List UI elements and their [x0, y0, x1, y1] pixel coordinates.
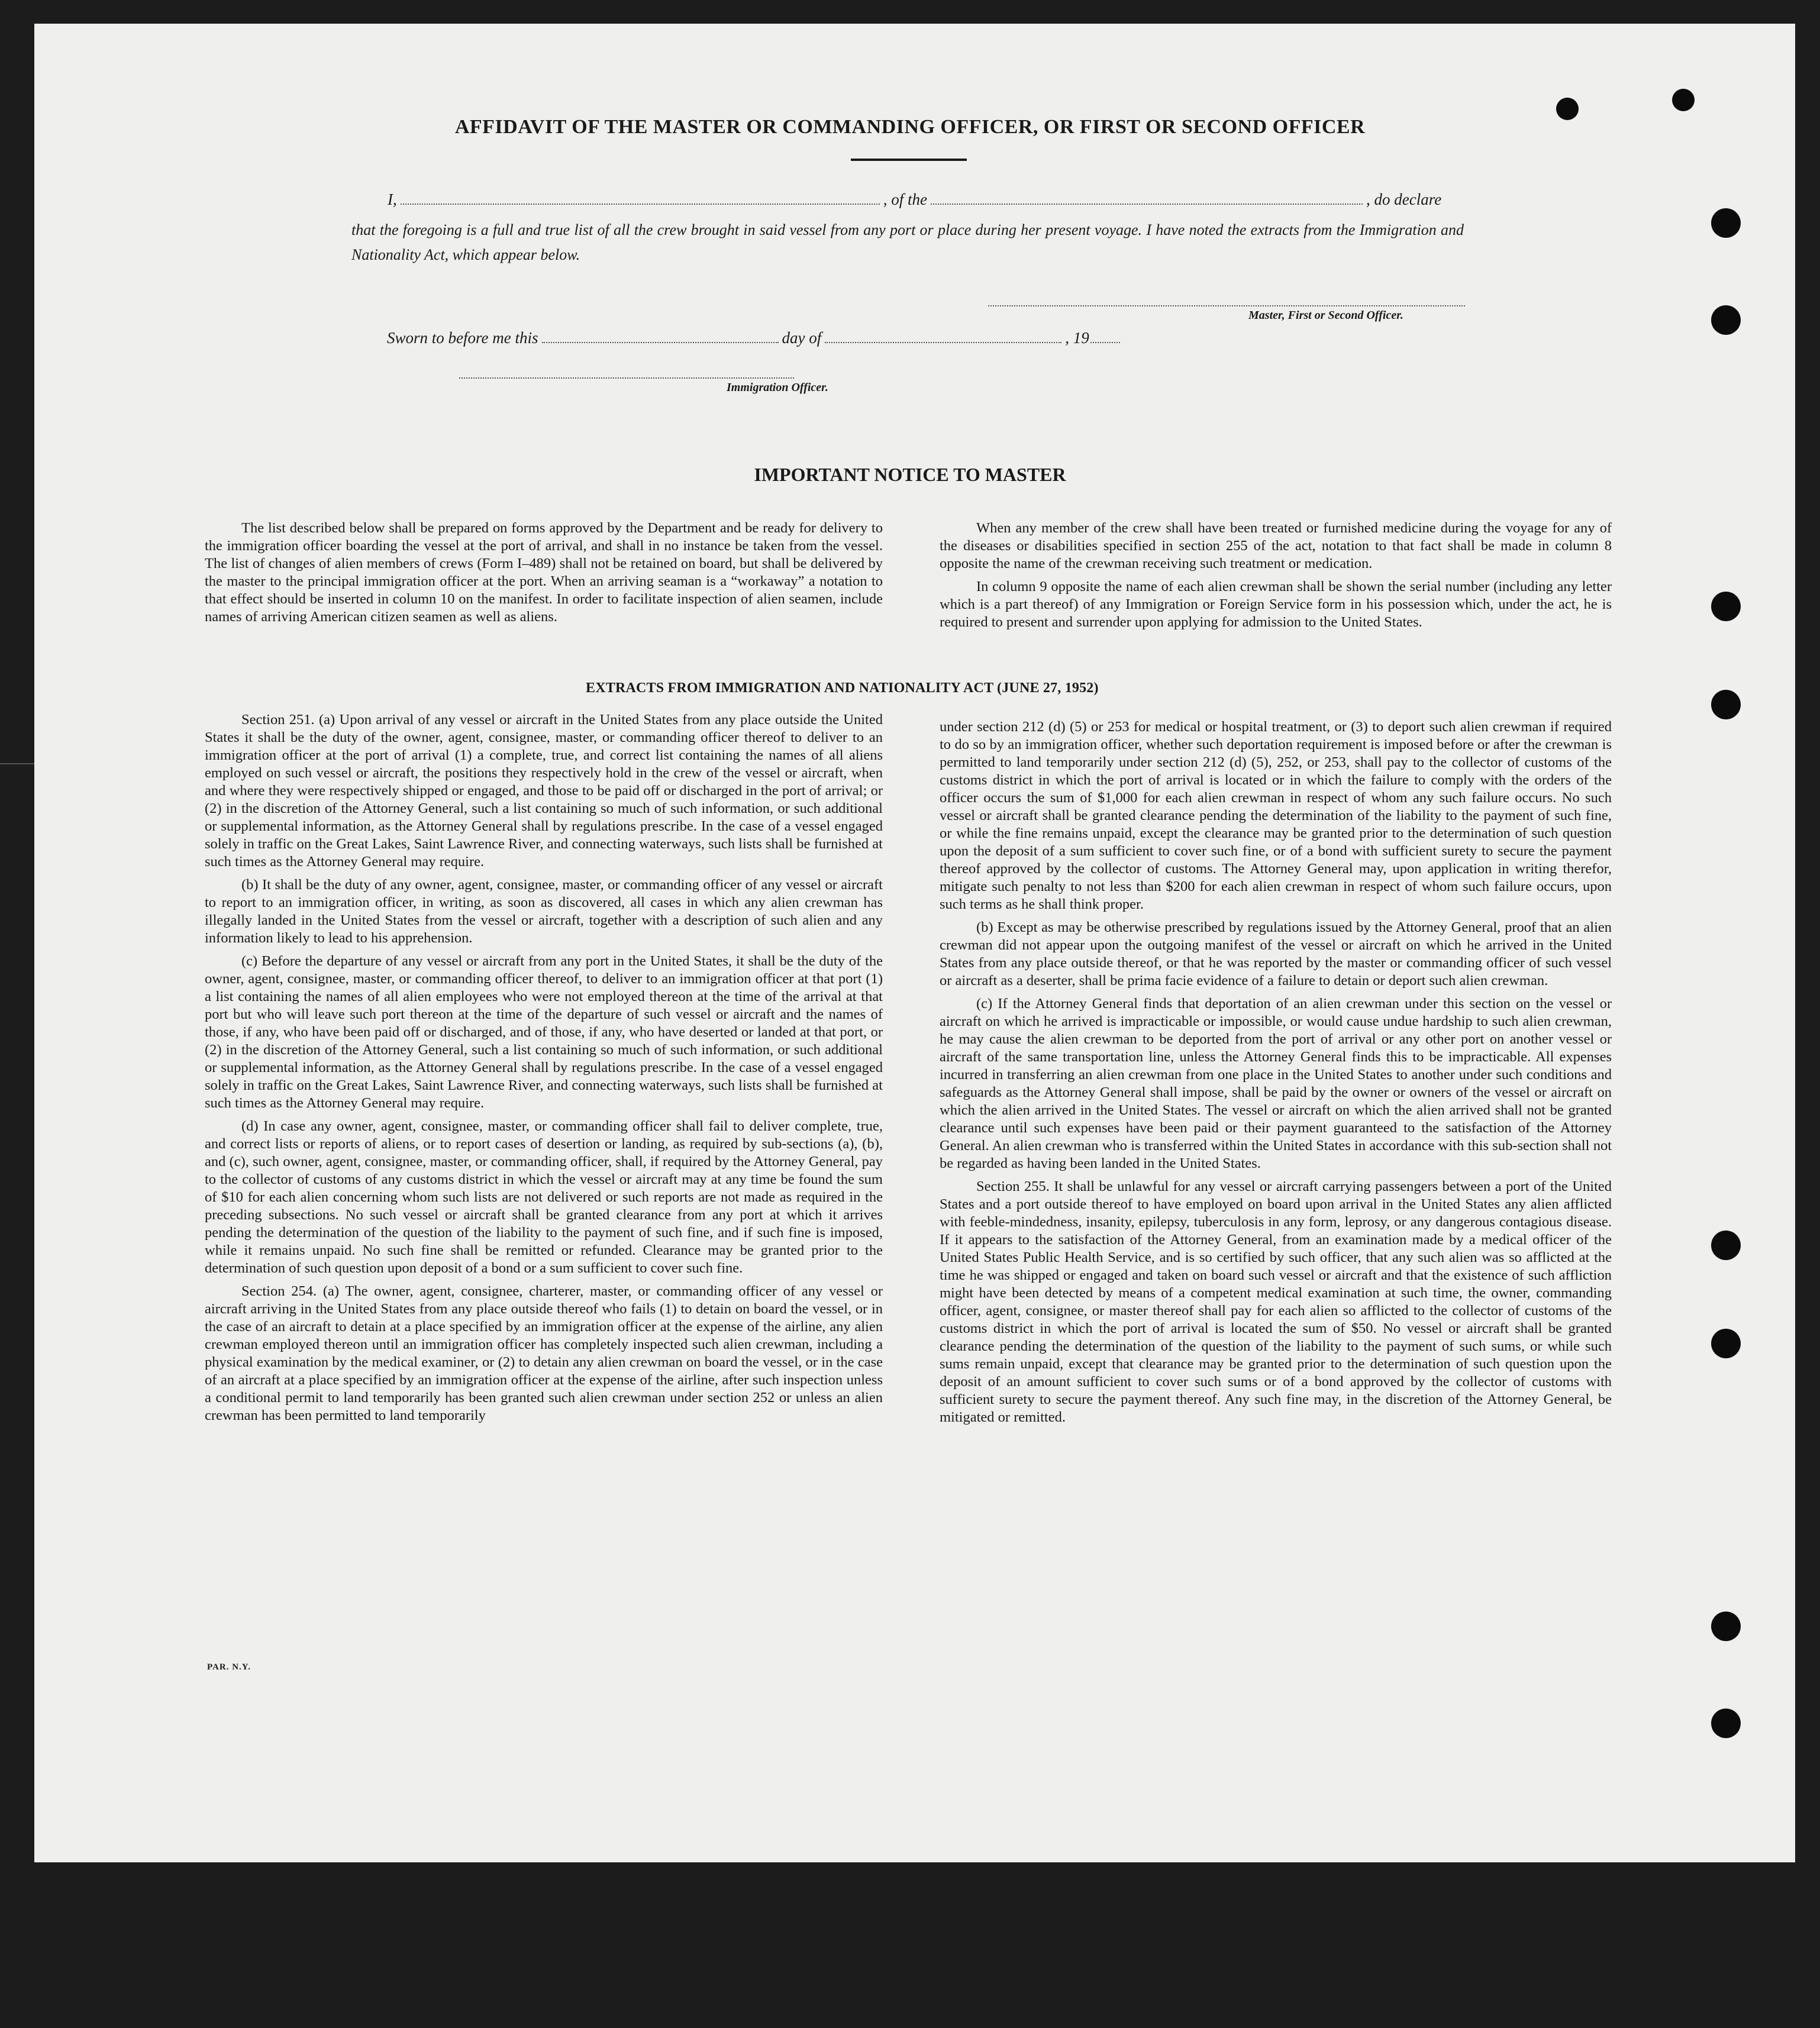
- affidavit-title: AFFIDAVIT OF THE MASTER OR COMMANDING OFFICER, OR FIRST OR SECOND OFFICER: [454, 116, 1366, 138]
- master-signature-caption: Master, First or Second Officer.: [1248, 309, 1403, 322]
- section-251-c: (c) Before the departure of any vessel or aircraft from any port in the United States, it shall be the duty of the owner, agent, consignee, master, or commanding officer thereof, to deliver to an immigration officer at that port (1) a list containing the names of all alien employees who were not employed thereon at the time of the arrival at that port but who will leave such port thereon at the time of the departure of such vessel or aircraft and the names of those, if any, who have been paid off or discharged, and of those, if any, who have deserted or landed at that port, or (2) in the discretion of the Attorney General, such a list containing so much of such information, or such additional or supplemental information, as the Attorney General shall by regulations prescribe. In the case of a vessel engaged solely in traffic on the Great Lakes, Saint Lawrence River, and connecting waterways, such lists shall be furnished at such times as the Attorney General may require.: [205, 953, 883, 1111]
- declaration-text: that the foregoing is a full and true list of all the crew brought in said vessel from any port or place during her present voyage. I have noted the extracts from the Immigration and Nationality Act, which appear below.: [351, 221, 1464, 263]
- extracts-right-column: [940, 718, 1612, 1432]
- binder-hole: [1711, 208, 1741, 238]
- vessel-name-field[interactable]: [931, 201, 1363, 205]
- notice-left-paragraph: The list described below shall be prepared on forms approved by the Department and be ready for delivery to the immigration officer boarding the vessel at the port of arrival, and shall in no instance be taken from the vessel. The list of changes of alien members of crews (Form I–489) shall not be retained on board, but shall be delivered by the master to the principal immigration officer at the port. When an arriving seaman is a “workaway” a notation to that effect should be inserted in column 10 on the manifest. In order to facilitate inspection of alien seamen, include names of arriving American citizen seamen as well as aliens.: [205, 520, 883, 625]
- section-251-a: Section 251. (a) Upon arrival of any vessel or aircraft in the United States from any place outside the United States it shall be the duty of the owner, agent, consignee, master, or commanding officer thereof to deliver to an immigration officer at the port of arrival (1) a complete, true, and correct list containing the names of all aliens employed on such vessel or aircraft, the positions they respectively hold in the crew of the vessel or aircraft, when and where they were respectively shipped or engaged, and those to be paid off or discharged in the port of arrival; or (2) in the discretion of the Attorney General, such a list containing so much of such information, or such additional or supplemental information, as the Attorney General shall by regulations prescribe. In the case of a vessel engaged solely in traffic on the Great Lakes, Saint Lawrence River, and connecting waterways, such lists shall be furnished at such times as the Attorney General may require.: [205, 712, 883, 870]
- do-declare-label: , do declare: [1366, 190, 1442, 208]
- section-254-a-continued: under section 212 (d) (5) or 253 for medical or hospital treatment, or (3) to deport such alien crewman if required to do so by an immigration officer, whether such deportation requirement is imposed before or after the crewman is permitted to land temporarily under section 212 (d) (5), 252, or 253, shall pay to the collector of customs of the customs district in which the port of arrival is located or in which the failure to comply with the orders of the officer occurs the sum of $1,000 for each alien crewman in respect of whom any such failure occurs. No such vessel or aircraft shall be granted clearance pending the determination of the liability to the payment of such fine, or while the fine remains unpaid, except the clearance may be granted prior to the determination of such question upon the deposit of a sum sufficient to cover such fine, or of a bond with sufficient surety to secure the payment thereof approved by the collector of customs. The Attorney General may, upon application in writing therefor, mitigate such penalty to not less than $200 for each alien crewman in respect of whom such failure occurs, upon such terms as he shall think proper.: [940, 719, 1612, 912]
- immigration-officer-caption: Immigration Officer.: [727, 381, 828, 394]
- sworn-day-field[interactable]: [542, 340, 779, 343]
- section-254-b: (b) Except as may be otherwise prescribed by regulations issued by the Attorney General, proof that an alien crewman did not appear upon the outgoing manifest of the vessel or aircraft on which he arrived in the United States from any place outside thereof, or that he was reported by the master or commanding officer of such vessel or aircraft as a deserter, shall be prima facie evidence of a failure to detain or deport such alien crewman.: [940, 919, 1612, 989]
- year-prefix: , 19: [1065, 329, 1089, 347]
- section-251-b: (b) It shall be the duty of any owner, agent, consignee, master, or commanding officer of any vessel or aircraft to report to an immigration officer, in writing, as soon as discovered, all cases in which any alien crewman has illegally landed in the United States from the vessel or aircraft, together with a description of such alien and any information likely to lead to his apprehension.: [205, 877, 883, 946]
- binder-hole: [1711, 1231, 1741, 1260]
- section-254-a: Section 254. (a) The owner, agent, consignee, charterer, master, or commanding officer of any vessel or aircraft arriving in the United States from any place outside thereof who fails (1) to detain on board the vessel, or in the case of an aircraft to detain at a place specified by an immigration officer at the expense of the airline, any alien crewman employed thereon until an immigration officer has completely inspected such alien crewman, including a physical examination by the medical examiner, or (2) to detain any alien crewman on board the vessel, or in the case of an aircraft at a place specified by an immigration officer at the expense of the airline, after such inspection unless a conditional permit to land temporarily has been granted such alien crewman under section 252 or unless an alien crewman has been permitted to land temporarily: [205, 1283, 883, 1423]
- scan-edge-mark: [0, 763, 34, 764]
- declarant-line: [388, 190, 1441, 209]
- notice-left-column: [205, 519, 883, 631]
- binder-hole: [1711, 592, 1741, 621]
- declarant-prefix: I,: [388, 190, 397, 208]
- binder-hole: [1711, 1709, 1741, 1738]
- extracts-left-column: [205, 711, 883, 1430]
- sworn-year-field[interactable]: [1090, 340, 1120, 343]
- notice-right-paragraph-2: In column 9 opposite the name of each alien crewman shall be shown the serial number (including any letter which is a part thereof) of any Immigration or Foreign Service form in his possession which, under the act, he is required to present and surrender upon applying for admission to the United States.: [940, 579, 1612, 630]
- title-rule: [851, 159, 967, 161]
- of-the-label: , of the: [883, 190, 927, 208]
- printer-code: PAR. N.Y.: [207, 1662, 251, 1672]
- master-signature-line[interactable]: [988, 305, 1465, 306]
- sworn-month-field[interactable]: [825, 340, 1061, 343]
- notice-right-column: [940, 519, 1612, 637]
- binder-hole: [1711, 690, 1741, 719]
- immigration-officer-signature-line[interactable]: [459, 377, 794, 379]
- notice-right-paragraph-1: When any member of the crew shall have been treated or furnished medicine during the voyage for any of the diseases or disabilities specified in section 255 of the act, notation to that fact shall be made in column 8 opposite the name of the crewman receiving such treatment or medication.: [940, 520, 1612, 571]
- ink-spot: [1672, 89, 1695, 111]
- extracts-title: EXTRACTS FROM IMMIGRATION AND NATIONALITY ACT (JUNE 27, 1952): [586, 680, 1099, 696]
- day-of-label: day of: [782, 329, 822, 347]
- declarant-name-field[interactable]: [401, 201, 880, 205]
- binder-hole: [1711, 1329, 1741, 1358]
- sworn-label: Sworn to before me this: [387, 329, 538, 347]
- section-251-d: (d) In case any owner, agent, consignee, master, or commanding officer shall fail to deliver complete, true, and correct lists or reports of aliens, or to report cases of desertion or landing, as required by sub-sections (a), (b), and (c), such owner, agent, consignee, master, or commanding officer, shall, if required by the Attorney General, pay to the collector of customs of any customs district in which the vessel or aircraft may at any time be found the sum of $10 for each alien concerning whom such lists are not delivered or such reports are not made as required in the preceding subsections. No such vessel or aircraft shall be granted clearance from any port at which it arrives pending the determination of the question of the liability to the payment of such fine, and if such fine is imposed, while it remains unpaid. No such fine shall be remitted or refunded. Clearance may be granted prior to the determination of such question upon deposit of a bond or a sum sufficient to cover such fine.: [205, 1118, 883, 1276]
- binder-hole: [1711, 1612, 1741, 1641]
- binder-hole: [1711, 305, 1741, 335]
- sworn-line: [387, 329, 1124, 347]
- section-254-c: (c) If the Attorney General finds that deportation of an alien crewman under this section on the vessel or aircraft on which he arrived is impracticable or impossible, or would cause undue hardship to such alien crewman, he may cause the alien crewman to be deported from the port of arrival or any other port on another vessel or aircraft of the same transportation line, unless the Attorney General finds this to be impracticable. All expenses incurred in transferring an alien crewman from one place in the United States to another under such conditions and safeguards as the Attorney General shall impose, shall be paid by the owner or owners of the vessel or aircraft on which the alien arrived in the United States. The vessel or aircraft on which the alien arrived shall not be granted clearance until such expenses have been paid or their payment guaranteed to the satisfaction of the Attorney General. An alien crewman who is transferred within the United States in accordance with this sub-section shall not be regarded as having been landed in the United States.: [940, 996, 1612, 1171]
- notice-title: IMPORTANT NOTICE TO MASTER: [754, 464, 1066, 485]
- section-255: Section 255. It shall be unlawful for any vessel or aircraft carrying passengers between a port of the United States and a port outside thereof to have employed on board upon arrival in the United States any alien afflicted with feeble-mindedness, insanity, epilepsy, tuberculosis in any form, leprosy, or any dangerous contagious disease. If it appears to the satisfaction of the Attorney General, from an examination made by a medical officer of the United States Public Health Service, and is so certified by such officer, that any such alien was so afflicted at the time he was shipped or engaged and taken on board such vessel or aircraft and that the existence of such affliction might have been detected by means of a competent medical examination at such time, the owner, commanding officer, agent, consignee, or master thereof shall pay for each alien so afflicted to the collector of customs of the customs district in which the port of arrival is located the sum of $50. No vessel or aircraft shall be granted clearance pending the determination of the question of the liability to the payment of such sums, or while such sums remain unpaid, except that clearance may be granted prior to the determination of such question upon the deposit of an amount sufficient to cover such sums or of a bond approved by the collector of customs with sufficient surety to secure the payment thereof. Any such fine may, in the discretion of the Attorney General, be mitigated or remitted.: [940, 1178, 1612, 1425]
